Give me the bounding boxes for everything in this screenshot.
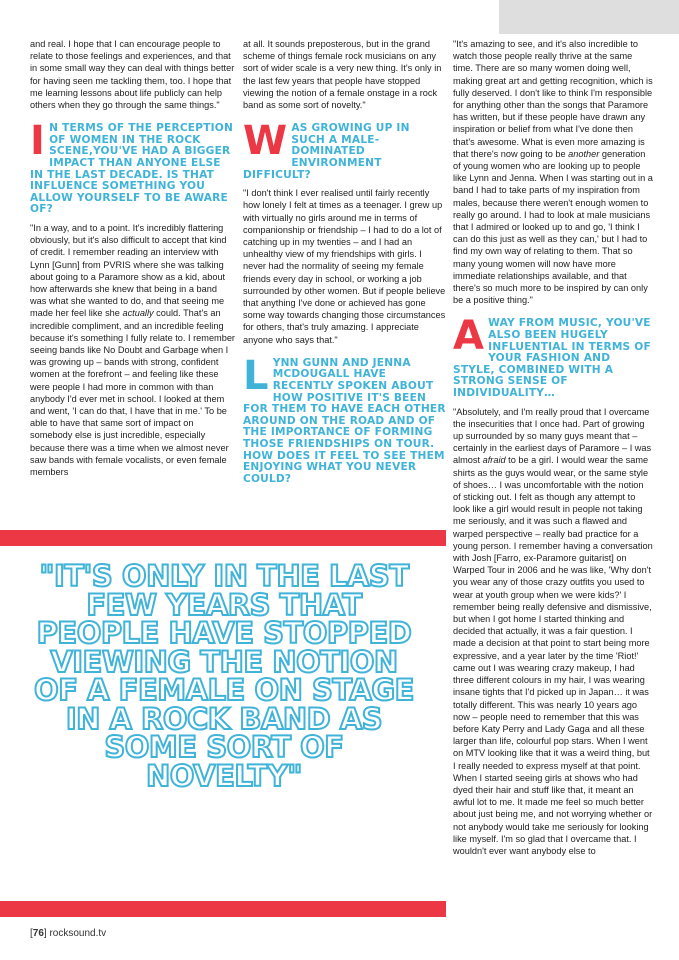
answer-text: "In a way, and to a point. It's incredibly flattering obviously, but it's also difficult to accept that kind of credit. I remember reading an interview with Lynn [Gunn] from PVRIS where she was talking about going to a Paramore show as a kid, about how afterwards she knew that being in a band was what she wanted to do, and that seeing me made her feel like she <box>30 222 227 319</box>
answer-paragraph <box>453 38 653 306</box>
site-url: rocksound.tv <box>49 928 107 939</box>
drop-cap: W <box>243 118 288 165</box>
body-paragraph: and real. I hope that I can encourage people to relate to those feelings and experiences, and that in some small way they can deal with things better for having seen me tackling them, too. I hope that me learning lessons about life publicly can help others when they go through the same things." <box>30 39 235 111</box>
answer-emphasis: actually <box>122 308 154 319</box>
question-text: AS GROWING UP IN SUCH A MALE-DOMINATED ENVIRONMENT DIFFICULT? <box>243 122 410 181</box>
answer-emphasis: afraid <box>482 455 506 466</box>
question-text: WAY FROM MUSIC, YOU'VE ALSO BEEN HUGELY INFLUENTIAL IN TERMS OF YOUR FASHION AND STYLE, COMBINED WITH A STRONG SENSE OF INDIVIDUALITY… <box>453 317 651 400</box>
answer-text: "It's amazing to see, and it's also incredible to watch those people really thrive at the same time. There are so many women doing well, making great art and getting recognition, which is fully deserved. I don't like to think I'm responsible for anything other than the songs that Paramore has written, but if these people have drawn any inspiration or belief from what I've done then that's awesome. What is even more amazing is that there's now going to be <box>453 39 653 159</box>
answer-text: generation of young women who are looking up to people like Lynn and Jenna. When I was starting out in a band I had to take parts of my inspiration from males, because there weren't enough women to really go around. I had to look at male musicians that I admired or looked up to and go, 'I think I can do this just as well as they can,' but I had to find my own way of relating to them. That so many young women will now have more immediate relationships available, and that there's so much more to be inspired by can only be a positive thing." <box>453 148 653 306</box>
page-footer: [76] rocksound.tv <box>30 928 107 939</box>
question-heading <box>453 313 653 400</box>
question-text: YNN GUNN AND JENNA MCDOUGALL HAVE RECENTLY SPOKEN ABOUT HOW POSITIVE IT'S BEEN FOR THEM TO HAVE EACH OTHER AROUND ON THE ROAD AND OF THE IMPORTANCE OF FORMING THOSE FRIENDSHIPS ON TOUR. HOW DOES IT FEEL TO SEE THEM ENJOYING WHAT YOU NEVER COULD? <box>243 356 446 485</box>
answer-text: could. That's an incredible compliment, and an incredible feeling because it's something I fully relate to. I remember seeing bands like No Doubt and Garbage when I was growing up – bands with strong, confident women at the forefront – and feeling like these were people I had more in common with than anybody I'd ever met in school. I looked at them and went, 'I can do that, I have that in me.' To be able to have that same sort of impact on somebody else is just incredible, especially because there was a time when we almost never saw bands with female vocalists, or even female members <box>30 308 235 478</box>
drop-cap: L <box>243 352 269 399</box>
question-heading <box>30 118 235 216</box>
body-paragraph: at all. It sounds preposterous, but in the grand scheme of things female rock musicians on any sort of wider scale is a very new thing. It's only in the last few years that people have stopped viewing the notion of a female onstage in a rock band as some sort of novelty." <box>243 39 442 111</box>
drop-cap: A <box>453 313 485 360</box>
answer-paragraph <box>453 406 653 858</box>
drop-cap: I <box>30 118 46 165</box>
page-edge-shadow <box>499 0 679 34</box>
pull-quote: "IT'S ONLY IN THE LAST FEW YEARS THAT PEOPLE HAVE STOPPED VIEWING THE NOTION OF A FEMALE ON STAGE IN A ROCK BAND AS SOME SORT OF NOVELTY" <box>34 559 414 793</box>
answer-text: to be a girl. I would wear the same shirts as the guys would wear, or the same style of shoes… I was uncomfortable with the notion of sticking out. I felt as though any attempt to look like a girl would result in people not taking me seriously, and it was such a flawed and warped perspective – really bad practice for a young person. I remember having a conversation with Josh [Farro, ex-Paramore guitarist] on Warped Tour in 2006 and he was like, 'Why don't you wear any of those crazy outfits you used to wear at youth group when we were kids?' I remember being really defensive and dismissive, but when I got home I started thinking and decided that actually, it was a fair question. I made a decision at that point to start being more expressive, and a year later by the time 'Riot!' came out I was wearing crazy makeup, I had three different colours in my hair, I was wearing insane tights that I'd picked up in Japan… it was totally different. This was nearly 10 years ago now – people need to remember that this was before Katy Perry and Lady Gaga and all these larger than life, colourful pop stars. When I went on MTV looking like that it was a weird thing, but I really needed to express myself at that point. When I started seeing girls at shows who had dyed their hair and stuff like that, it meant an awful lot to me. It made me feel so much better about just being me, and not worrying whether or not anybody would take me seriously for looking like myself. I'm so glad that I overcame that. I wouldn't ever want anybody else to <box>453 455 653 856</box>
column-3 <box>453 38 653 857</box>
answer-paragraph <box>30 222 235 478</box>
question-text: N TERMS OF THE PERCEPTION OF WOMEN IN THE ROCK SCENE,YOU'VE HAD A BIGGER IMPACT THAN ANYONE ELSE IN THE LAST DECADE. IS THAT INFLUENCE SOMETHING YOU ALLOW YOURSELF TO BE AWARE OF? <box>30 122 234 216</box>
answer-text: "Absolutely, and I'm really proud that I overcame the insecurities that I once had. Part of growing up surrounded by so many guys meant that – certainly in the earliest days of Paramore – I was almost <box>453 406 652 466</box>
page-number: 76 <box>32 928 44 939</box>
pullquote-bottom-bar <box>0 901 446 917</box>
question-heading <box>243 352 446 486</box>
question-heading <box>243 118 446 181</box>
pullquote-top-bar <box>0 530 446 546</box>
answer-paragraph: "I don't think I ever realised until fairly recently how lonely I felt at times as a teenager. I grew up with virtually no girls around me in terms of companionship or friendship – I had to do a lot of catching up in my twenties – and I had an unhealthy view of my friendships with girls. I never had the normality of seeing my female friends every day in school, or working a job surrounded by other women. But if people believe that anything I've done or achieved has gone some way towards changing those circumstances for others, that's truly amazing. I appreciate anyone who says that." <box>243 188 446 345</box>
answer-emphasis: another <box>568 148 600 159</box>
column-1 <box>30 38 235 478</box>
column-2 <box>243 38 446 491</box>
